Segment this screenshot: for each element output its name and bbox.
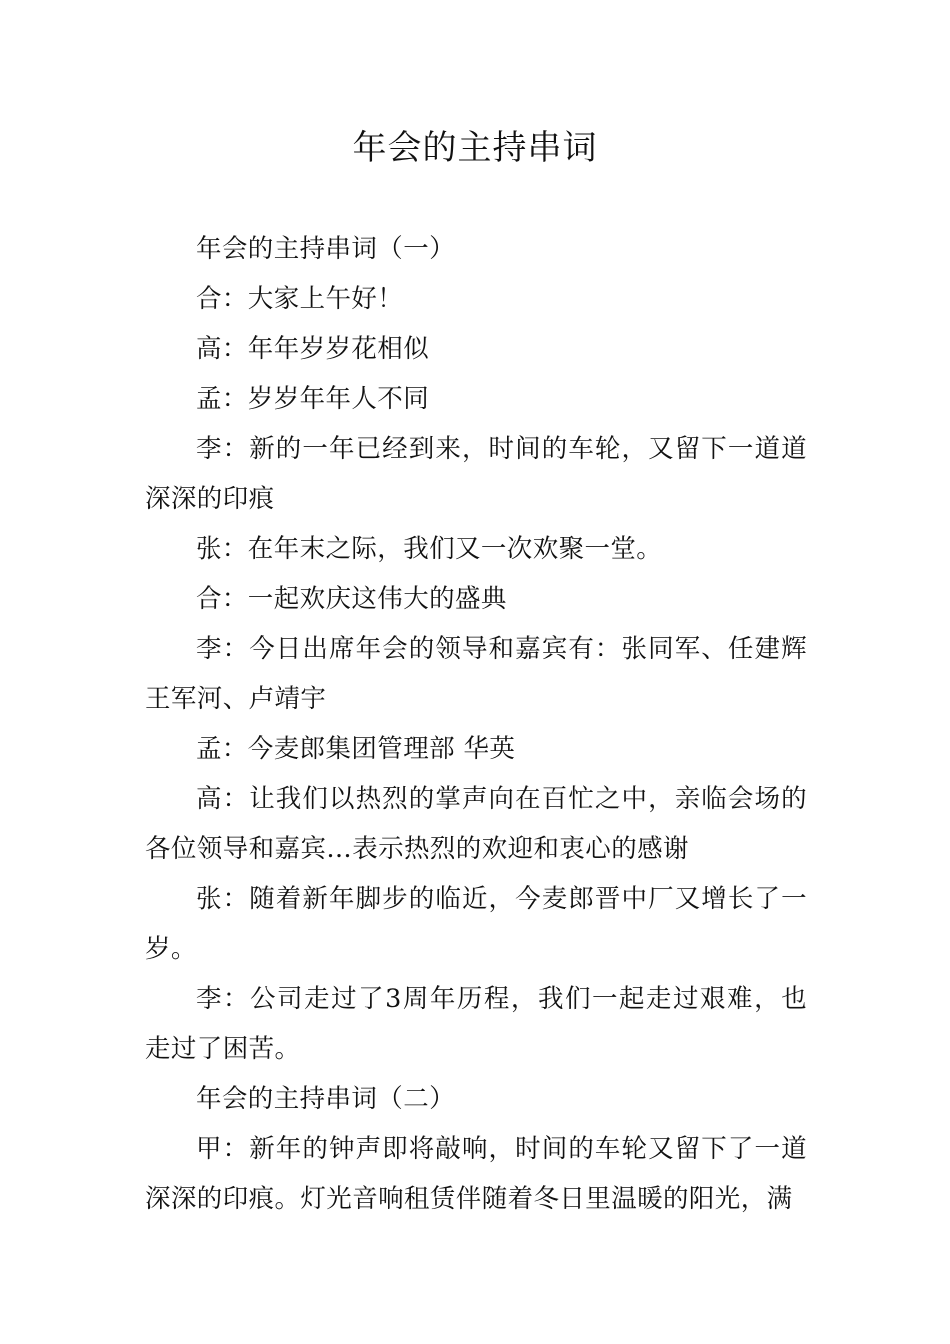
paragraph-line: 孟：岁岁年年人不同 — [196, 384, 430, 414]
paragraph-line: 张：随着新年脚步的临近，今麦郎晋中厂又增长了一岁。 — [145, 884, 807, 964]
paragraph-line: 张：在年末之际，我们又一次欢聚一堂。 — [196, 534, 663, 564]
document-title: 年会的主持串词 — [352, 128, 598, 168]
paragraph-line: 高：让我们以热烈的掌声向在百忙之中，亲临会场的各位领导和嘉宾…表示热烈的欢迎和衷心的感谢 — [145, 784, 807, 864]
paragraph-line: 李：今日出席年会的领导和嘉宾有：张同军、任建辉王军河、卢靖宇 — [145, 634, 807, 714]
document-body — [145, 224, 807, 1224]
paragraph-line: 合：一起欢庆这伟大的盛典 — [196, 584, 507, 614]
paragraph-line: 孟：今麦郎集团管理部 华英 — [196, 734, 516, 764]
paragraph-line: 合：大家上午好！ — [196, 284, 404, 314]
paragraph-line: 甲：新年的钟声即将敲响，时间的车轮又留下了一道深深的印痕。灯光音响租赁伴随着冬日里温暖的阳光，满 — [145, 1134, 807, 1214]
paragraph-line: 高：年年岁岁花相似 — [196, 334, 430, 364]
paragraph-line: 李：新的一年已经到来，时间的车轮，又留下一道道深深的印痕 — [145, 434, 807, 514]
paragraph-section-heading-2: 年会的主持串词（二） — [196, 1084, 456, 1114]
paragraph-line: 李：公司走过了3周年历程，我们一起走过艰难，也走过了困苦。 — [145, 984, 807, 1064]
paragraph-section-heading-1: 年会的主持串词（一） — [196, 234, 456, 264]
